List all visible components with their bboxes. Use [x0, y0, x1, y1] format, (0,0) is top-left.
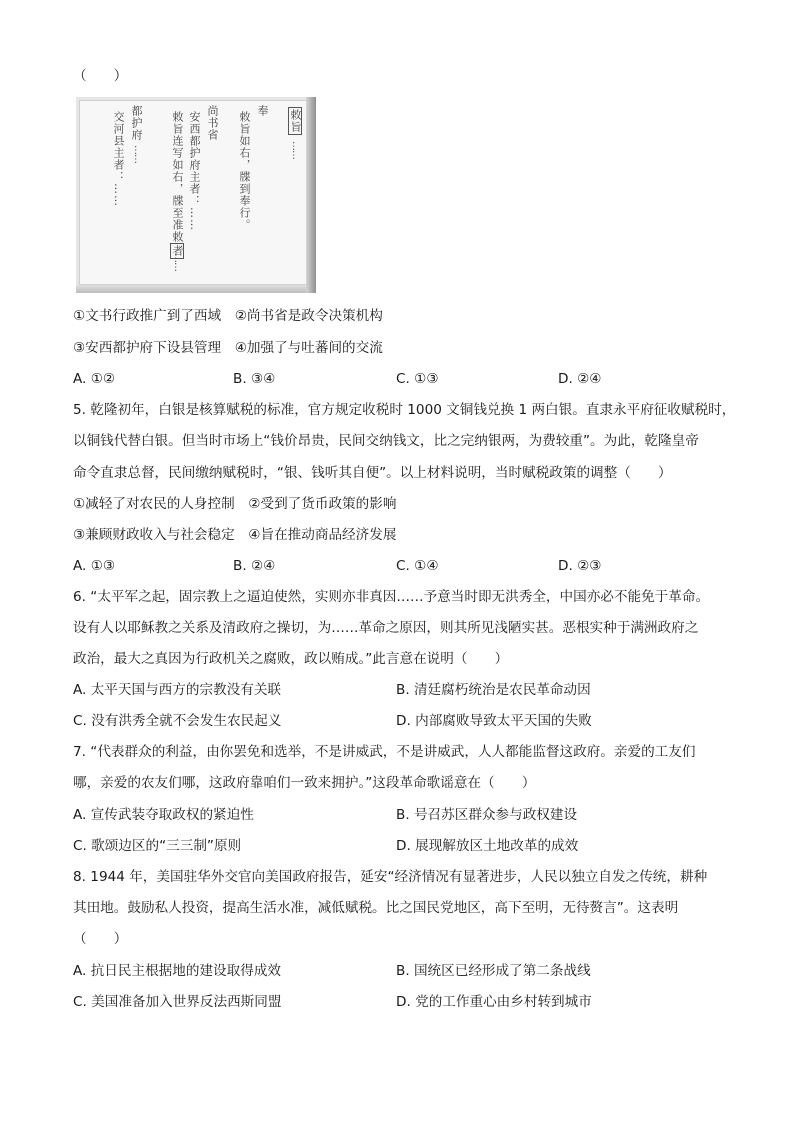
q4-statements-2: ③安西都护府下设县管理 ④加强了与吐蕃间的交流 — [73, 340, 383, 356]
edict-document-image — [76, 97, 316, 293]
q5-statements-2: ③兼顾财政收入与社会稳定 ④旨在推动商品经济发展 — [73, 527, 397, 543]
q5-stem-line-1: 5. 乾隆初年，白银是核算赋税的标准，官方规定收税时 1000 文铜钱兑换 1 两白银。直隶永平府征收赋税时， — [73, 402, 736, 418]
q7-option-a[interactable]: A. 宣传武装夺取政权的紧迫性 — [73, 807, 254, 823]
edict-col7: 都护府 — [130, 105, 143, 141]
q8-stem-line-1: 8. 1944 年，美国驻华外交官向美国政府报告，延安“经济情况有显著进步，人民以独立自发之传统，耕种 — [73, 869, 708, 885]
edict-col5: 安西都护府主者：…… — [188, 111, 201, 231]
q7-stem-line-1: 7. “代表群众的利益，由你罢免和选举，不是讲威武，不是讲威武，人人都能监督这政府。亲爱的工友们 — [73, 744, 696, 760]
q8-option-a[interactable]: A. 抗日民主根据地的建设取得成效 — [73, 963, 282, 979]
edict-col2: 奉 — [256, 105, 269, 117]
edict-col1: 敕旨 — [289, 109, 302, 133]
q6-stem-line-2: 设有人以耶稣教之关系及清政府之操切，为……革命之原因，则其所见浅陋实甚。恶根实种于满洲政府之 — [73, 620, 699, 636]
edict-col6-dots: …… — [172, 253, 183, 271]
q4-option-a[interactable]: A. ①② — [73, 371, 116, 387]
q8-option-c[interactable]: C. 美国准备加入世界反法西斯同盟 — [73, 994, 282, 1010]
q5-stem-line-3: 命令直隶总督，民间缴纳赋税时，“银、钱听其自便”。以上材料说明，当时赋税政策的调整（ ） — [73, 465, 672, 481]
q6-stem-line-1: 6. “太平军之起，固宗教上之逼迫使然，实则亦非真因……予意当时即无洪秀全，中国亦必不能免于革命。 — [73, 589, 710, 605]
edict-col8: 交河县主者：…… — [112, 111, 125, 207]
q5-statements-1: ①减轻了对农民的人身控制 ②受到了货币政策的影响 — [73, 496, 397, 512]
q6-option-a[interactable]: A. 太平天国与西方的宗教没有关联 — [73, 682, 282, 698]
edict-col1-dots: …… — [290, 141, 301, 159]
q8-option-d[interactable]: D. 党的工作重心由乡村转到城市 — [396, 994, 592, 1010]
q7-option-c[interactable]: C. 歌颂边区的“三三制”原则 — [73, 838, 242, 854]
q8-stem-line-3: （ ） — [73, 931, 128, 947]
edict-col6: 敕旨连写如右，牒至准敕者 — [171, 111, 184, 257]
q5-option-c[interactable]: C. ①④ — [396, 558, 439, 574]
edict-col3: 敕旨如右，牒到奉行。 — [238, 111, 251, 231]
scan-right-edge — [306, 97, 316, 293]
q7-stem-line-2: 哪，亲爱的农友们哪，这政府靠咱们一致来拥护。”这段革命歌谣意在（ ） — [73, 775, 536, 791]
q4-answer-paren: （ ） — [73, 68, 128, 84]
edict-col7-dots: …… — [132, 145, 143, 163]
edict-paper — [79, 100, 309, 285]
edict-col4: 尚书省 — [206, 105, 219, 141]
q4-statements-1: ①文书行政推广到了西域 ②尚书省是政令决策机构 — [73, 308, 383, 324]
q6-option-c[interactable]: C. 没有洪秀全就不会发生农民起义 — [73, 713, 282, 729]
q5-option-a[interactable]: A. ①③ — [73, 558, 116, 574]
q4-option-b[interactable]: B. ③④ — [233, 371, 276, 387]
scan-bottom-edge — [76, 285, 316, 293]
q6-option-d[interactable]: D. 内部腐败导致太平天国的失败 — [396, 713, 592, 729]
q8-stem-line-2: 其田地。鼓励私人投资，提高生活水准，减低赋税。比之国民党地区，高下至明，无待赘言”。这表明 — [73, 900, 679, 916]
q6-option-b[interactable]: B. 清廷腐朽统治是农民革命动因 — [396, 682, 591, 698]
q7-option-d[interactable]: D. 展现解放区土地改革的成效 — [396, 838, 579, 854]
q6-stem-line-3: 政治，最大之真因为行政机关之腐败，政以贿成。”此言意在说明（ ） — [73, 651, 509, 667]
q8-option-b[interactable]: B. 国统区已经形成了第二条战线 — [396, 963, 591, 979]
q5-stem-line-2: 以铜钱代替白银。但当时市场上“钱价昂贵，民间交纳钱文，比之完纳银两，为费较重”。为此，乾隆皇帝 — [73, 433, 699, 449]
q5-option-b[interactable]: B. ②④ — [233, 558, 276, 574]
q7-option-b[interactable]: B. 号召苏区群众参与政权建设 — [396, 807, 578, 823]
q4-option-c[interactable]: C. ①③ — [396, 371, 439, 387]
q5-option-d[interactable]: D. ②③ — [558, 558, 602, 574]
q4-option-d[interactable]: D. ②④ — [558, 371, 602, 387]
